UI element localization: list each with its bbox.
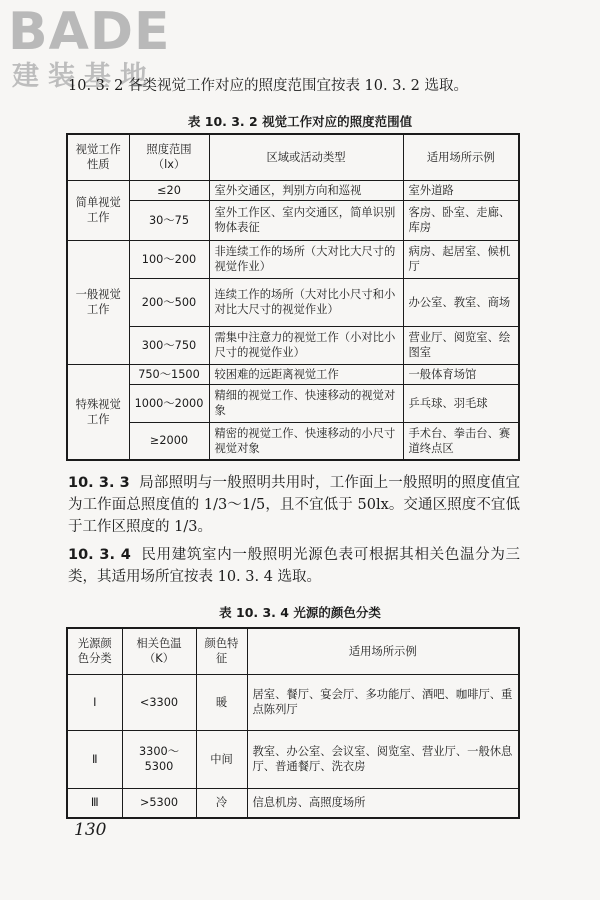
feature-cell: 中间 xyxy=(196,730,247,788)
range-cell: 30～75 xyxy=(129,200,209,240)
clause-text: 民用建筑室内一般照明光源色表可根据其相关色温分为三类，其适用场所宜按表 10. 3. 4 选取。 xyxy=(68,547,520,585)
range-cell: 750～1500 xyxy=(129,364,209,384)
clause-number: 10. 3. 3 xyxy=(68,475,130,491)
clause-number: 10. 3. 4 xyxy=(68,547,131,563)
class-cell: Ⅱ xyxy=(67,730,122,788)
example-cell: 病房、起居室、候机厅 xyxy=(403,240,519,278)
col-header-nature: 视觉工作性质 xyxy=(67,134,129,180)
illuminance-table xyxy=(66,133,520,461)
activity-cell: 精细的视觉工作、快速移动的视觉对象 xyxy=(209,384,403,422)
logo-sub: 建装基地 xyxy=(12,61,156,92)
example-cell: 居室、餐厅、宴会厅、多功能厅、酒吧、咖啡厅、重点陈列厅 xyxy=(247,674,519,730)
nature-cell: 特殊视觉工作 xyxy=(67,364,129,460)
clause-10-3-4 xyxy=(68,544,520,588)
table-row xyxy=(67,240,519,278)
example-cell: 客房、卧室、走廊、库房 xyxy=(403,200,519,240)
table-row xyxy=(67,674,519,730)
table-row xyxy=(67,422,519,460)
example-cell: 办公室、教室、商场 xyxy=(403,278,519,326)
table-row xyxy=(67,788,519,818)
clause-10-3-3 xyxy=(68,472,520,538)
example-cell: 营业厅、阅览室、绘图室 xyxy=(403,326,519,364)
table-row xyxy=(67,384,519,422)
table-row xyxy=(67,278,519,326)
activity-cell: 室外交通区，判别方向和巡视 xyxy=(209,180,403,200)
col-header-activity: 区域或活动类型 xyxy=(209,134,403,180)
activity-cell: 室外工作区、室内交通区，简单识别物体表征 xyxy=(209,200,403,240)
table-header-row xyxy=(67,628,519,674)
table-row xyxy=(67,180,519,200)
feature-cell: 暖 xyxy=(196,674,247,730)
range-cell: ≤20 xyxy=(129,180,209,200)
table-row xyxy=(67,200,519,240)
color-class-table xyxy=(66,627,520,819)
intro-clause: 10. 3. 2 各类视觉工作对应的照度范围宜按表 10. 3. 2 选取。 xyxy=(68,78,469,94)
example-cell: 一般体育场馆 xyxy=(403,364,519,384)
nature-cell: 一般视觉工作 xyxy=(67,240,129,364)
table-row xyxy=(67,730,519,788)
activity-cell: 精密的视觉工作、快速移动的小尺寸视觉对象 xyxy=(209,422,403,460)
table-header-row xyxy=(67,134,519,180)
temp-cell: >5300 xyxy=(122,788,196,818)
example-cell: 手术台、拳击台、赛道终点区 xyxy=(403,422,519,460)
logo-main: BADE xyxy=(8,2,171,62)
activity-cell: 较困难的远距离视觉工作 xyxy=(209,364,403,384)
example-cell: 教室、办公室、会议室、阅览室、营业厅、一般休息厅、普通餐厅、洗衣房 xyxy=(247,730,519,788)
example-cell: 室外道路 xyxy=(403,180,519,200)
class-cell: Ⅲ xyxy=(67,788,122,818)
clause-text: 局部照明与一般照明共用时，工作面上一般照明的照度值宜为工作面总照度值的 1/3～1/5，且不宜低于 50lx。交通区照度不宜低于工作区照度的 1/3。 xyxy=(68,475,520,535)
range-cell: 100～200 xyxy=(129,240,209,278)
nature-cell: 简单视觉工作 xyxy=(67,180,129,240)
range-cell: ≥2000 xyxy=(129,422,209,460)
col-header-feature: 颜色特征 xyxy=(196,628,247,674)
example-cell: 乒乓球、羽毛球 xyxy=(403,384,519,422)
activity-cell: 连续工作的场所（大对比小尺寸和小对比大尺寸的视觉作业） xyxy=(209,278,403,326)
table2-caption: 表 10. 3. 4 光源的颜色分类 xyxy=(219,605,381,620)
range-cell: 200～500 xyxy=(129,278,209,326)
col-header-example: 适用场所示例 xyxy=(247,628,519,674)
range-cell: 1000～2000 xyxy=(129,384,209,422)
page-number: 130 xyxy=(74,820,107,840)
activity-cell: 需集中注意力的视觉工作（小对比小尺寸的视觉作业） xyxy=(209,326,403,364)
col-header-class: 光源颜色分类 xyxy=(67,628,122,674)
temp-cell: 3300～5300 xyxy=(122,730,196,788)
col-header-range: 照度范围（lx） xyxy=(129,134,209,180)
table-row xyxy=(67,364,519,384)
temp-cell: <3300 xyxy=(122,674,196,730)
range-cell: 300～750 xyxy=(129,326,209,364)
table1-caption: 表 10. 3. 2 视觉工作对应的照度范围值 xyxy=(187,114,413,129)
activity-cell: 非连续工作的场所（大对比大尺寸的视觉作业） xyxy=(209,240,403,278)
example-cell: 信息机房、高照度场所 xyxy=(247,788,519,818)
feature-cell: 冷 xyxy=(196,788,247,818)
table-row xyxy=(67,326,519,364)
col-header-temp: 相关色温（K） xyxy=(122,628,196,674)
col-header-example: 适用场所示例 xyxy=(403,134,519,180)
class-cell: Ⅰ xyxy=(67,674,122,730)
